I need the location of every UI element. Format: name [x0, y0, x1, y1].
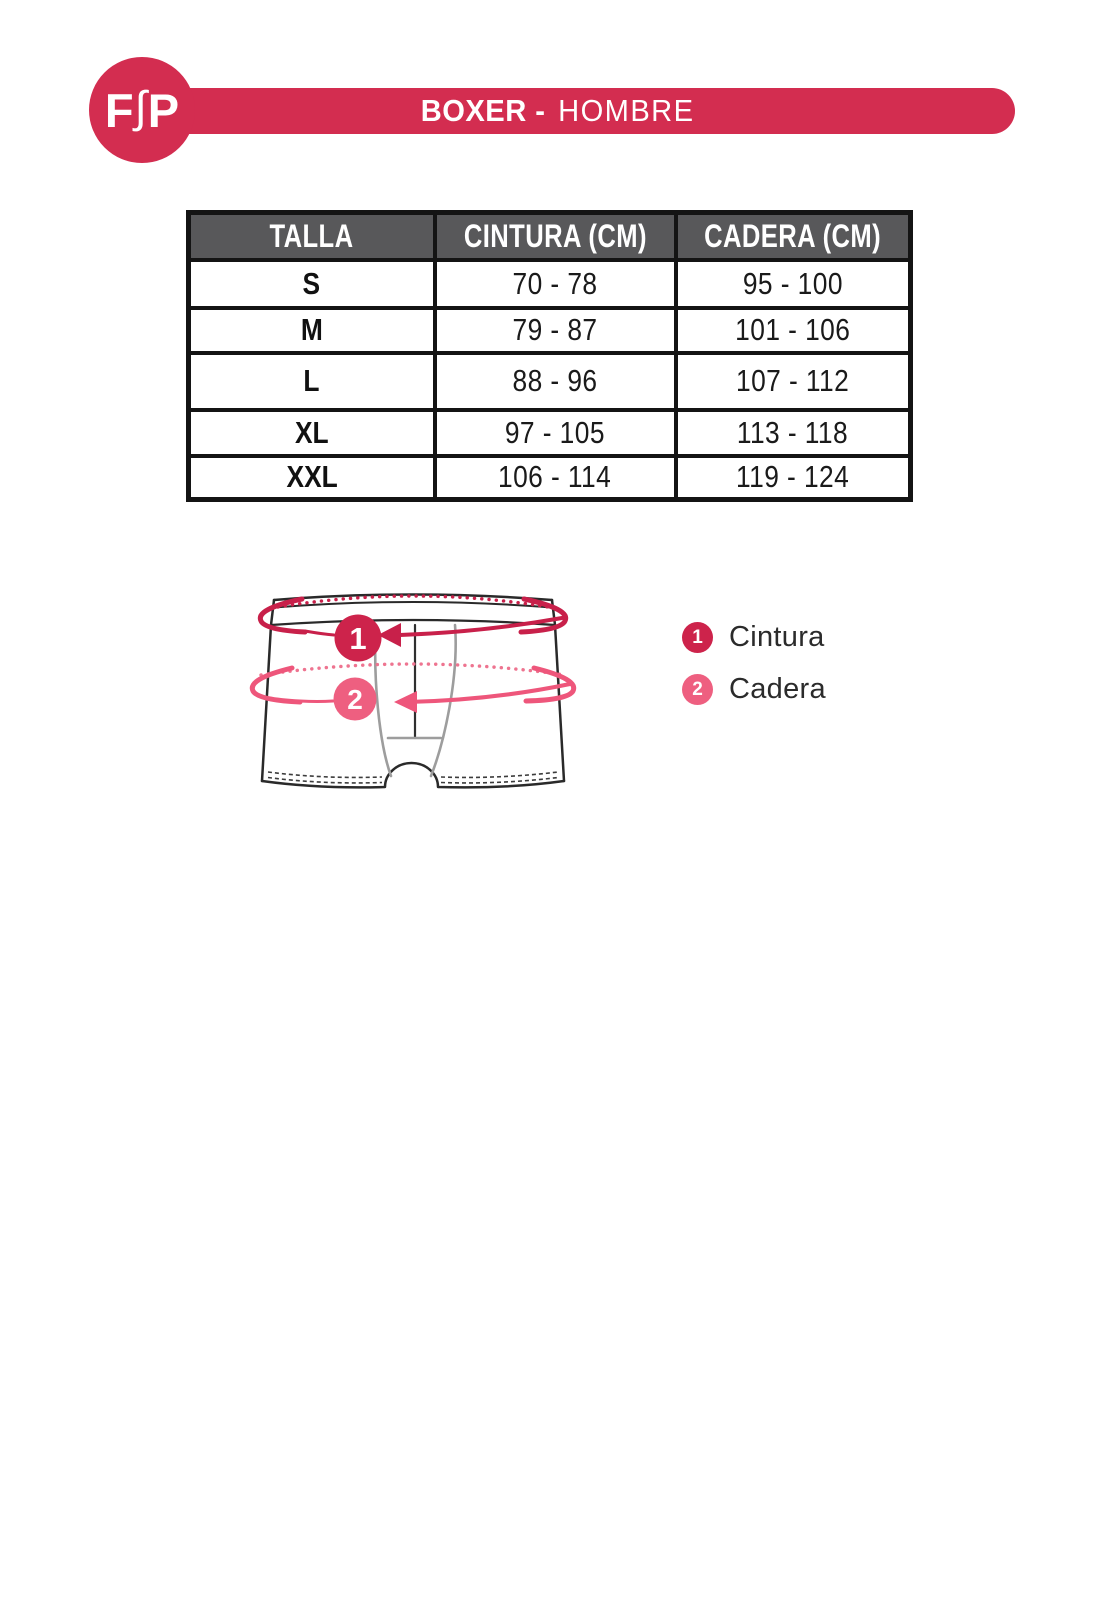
table-row — [189, 456, 911, 500]
waist-marker-number: 1 — [349, 621, 367, 656]
hip-marker-number: 2 — [347, 684, 363, 715]
cell-cintura: 88 - 96 — [435, 353, 676, 410]
cell-cadera: 107 - 112 — [676, 353, 911, 410]
cell-cintura: 79 - 87 — [435, 308, 676, 353]
table-header-row — [189, 213, 911, 260]
cell-cintura: 70 - 78 — [435, 260, 676, 308]
banner-title-gender: HOMBRE — [558, 93, 695, 128]
cell-size: XL — [189, 410, 435, 456]
cell-cadera: 119 - 124 — [676, 456, 911, 500]
waist-arrowhead — [378, 623, 401, 647]
legend-label-cadera: Cadera — [729, 673, 826, 705]
header-cadera: CADERA (CM) — [676, 213, 911, 260]
logo-squiggle-icon: ∫ — [134, 83, 147, 132]
size-chart-table — [186, 210, 913, 502]
cell-cadera: 101 - 106 — [676, 308, 911, 353]
title-banner — [141, 88, 1015, 134]
hip-arrowhead — [394, 691, 417, 713]
logo-letter-p: P — [147, 83, 180, 137]
header-cintura: CINTURA (CM) — [435, 213, 676, 260]
cell-size: M — [189, 308, 435, 353]
legend-item-cadera — [682, 674, 826, 705]
cell-size: XXL — [189, 456, 435, 500]
logo-letter-f: F — [104, 83, 134, 137]
table-row — [189, 353, 911, 410]
table-row — [189, 260, 911, 308]
legend-badge-2: 2 — [682, 674, 713, 705]
legend-label-cintura: Cintura — [729, 621, 825, 653]
cell-cadera: 113 - 118 — [676, 410, 911, 456]
legend-item-cintura — [682, 622, 826, 653]
table-row — [189, 308, 911, 353]
banner-title-product: BOXER - — [421, 93, 546, 128]
measurement-legend — [682, 622, 826, 726]
cell-size: L — [189, 353, 435, 410]
cell-cintura: 106 - 114 — [435, 456, 676, 500]
hem-stitching — [268, 772, 558, 783]
cell-cadera: 95 - 100 — [676, 260, 911, 308]
legend-badge-1: 1 — [682, 622, 713, 653]
cell-size: S — [189, 260, 435, 308]
header-talla: TALLA — [189, 213, 435, 260]
cell-cintura: 97 - 105 — [435, 410, 676, 456]
brand-logo — [89, 57, 195, 163]
banner-title — [421, 93, 695, 129]
table-row — [189, 410, 911, 456]
boxer-diagram — [248, 578, 582, 814]
